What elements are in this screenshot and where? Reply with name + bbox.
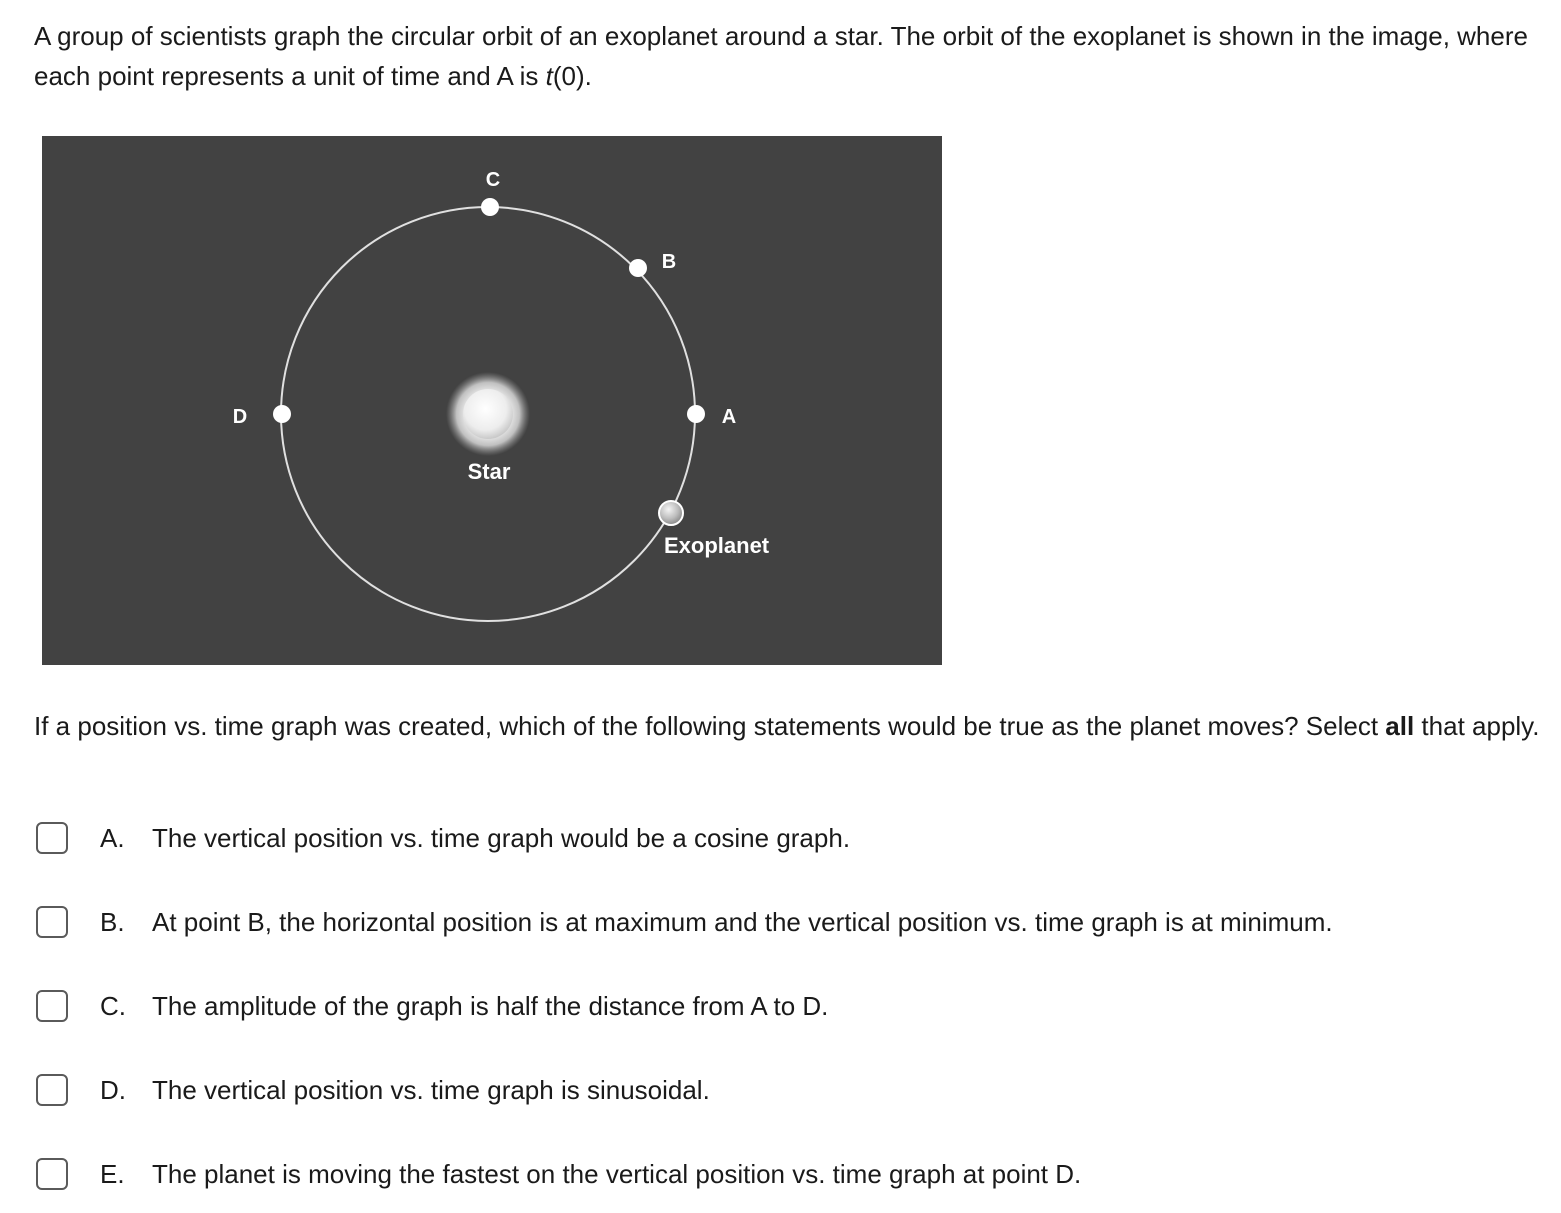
label-a: A [721, 406, 737, 428]
question-text-main: If a position vs. time graph was created, which of the following statements would be true as the planet moves? Select [34, 711, 1386, 741]
checkbox-e[interactable] [36, 1158, 68, 1190]
exoplanet [659, 501, 683, 525]
orbit-figure [42, 136, 942, 665]
option-b[interactable] [36, 902, 1333, 942]
orbit-diagram [42, 136, 942, 665]
checkbox-c[interactable] [36, 990, 68, 1022]
option-b-letter: B. [100, 907, 125, 937]
option-d-text: The vertical position vs. time graph is sinusoidal. [152, 1075, 710, 1105]
option-c-letter: C. [100, 991, 126, 1021]
point-d [273, 405, 291, 423]
intro-t-argument: (0). [552, 61, 592, 91]
point-c [481, 198, 499, 216]
label-d: D [232, 406, 248, 428]
option-c-text: The amplitude of the graph is half the distance from A to D. [152, 991, 829, 1021]
option-e[interactable] [36, 1154, 1082, 1194]
label-star: Star [467, 459, 511, 484]
option-a[interactable] [36, 818, 851, 858]
star [463, 389, 513, 439]
checkbox-b[interactable] [36, 906, 68, 938]
option-d-letter: D. [100, 1075, 126, 1105]
label-exoplanet: Exoplanet [664, 533, 770, 558]
question-text-end: that apply. [1414, 711, 1540, 741]
intro-text [34, 16, 1534, 96]
checkbox-a[interactable] [36, 822, 68, 854]
option-e-letter: E. [100, 1159, 125, 1189]
option-d[interactable] [36, 1070, 710, 1110]
question-emphasis: all [1385, 711, 1415, 741]
label-b: B [661, 251, 677, 273]
point-b [629, 259, 647, 277]
option-a-letter: A. [100, 823, 125, 853]
option-c[interactable] [36, 986, 829, 1026]
option-a-text: The vertical position vs. time graph would be a cosine graph. [152, 823, 851, 853]
point-a [687, 405, 705, 423]
option-e-text: The planet is moving the fastest on the vertical position vs. time graph at point D. [152, 1159, 1082, 1189]
option-b-text: At point B, the horizontal position is at maximum and the vertical position vs. time graph is at minimum. [152, 907, 1333, 937]
label-c: C [485, 169, 501, 191]
question-text [34, 706, 1544, 746]
checkbox-d[interactable] [36, 1074, 68, 1106]
intro-t-variable: t [545, 61, 553, 91]
intro-text-main: A group of scientists graph the circular orbit of an exoplanet around a star. The orbit of the exoplanet is shown in the image, where each point represents a unit of time and A is [34, 21, 1528, 91]
